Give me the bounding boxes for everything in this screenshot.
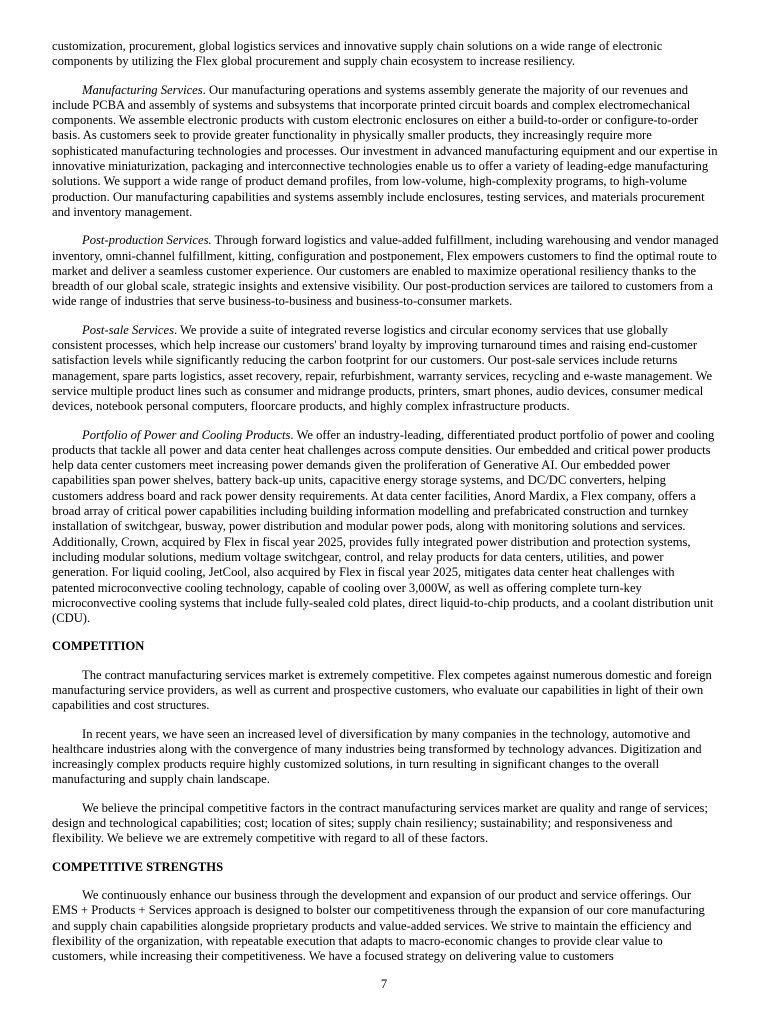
paragraph-competition-1: The contract manufacturing services market is extremely competitive. Flex competes against numerous domestic and foreign manufacturing service providers, as well as current and prospective customers, who evaluate our capabilities in light of their own capabilities and cost structures. — [52, 667, 712, 713]
paragraph-competition-2: In recent years, we have seen an increased level of diversification by many companies in the technology, automotive and healthcare industries along with the convergence of many industries being transformed by technology advances. Digitization and increasingly complex products require highly customized solutions, in turn resulting in significant changes to the overall manufacturing and supply chain landscape. — [52, 726, 702, 787]
paragraph-post-sale-services — [52, 323, 720, 415]
lead-in-power-cooling-products: Portfolio of Power and Cooling Products — [82, 427, 291, 442]
paragraph-text: Through forward logistics and value-added fulfillment, including warehousing and vendor managed inventory, omni-channel fulfillment, kitting, configuration and postponement, Flex empowers customers to find the optimal route to market and deliver a seamless customer experience. Our customers are enabled to maximize operational resiliency thanks to the breadth of our global scale, strategic insights and extensive visibility. Our post-production services are tailored to customers from a wide range of industries that serve business-to-business and business-to-consumer markets. — [52, 233, 719, 309]
lead-in-post-production-services: Post-production Services. — [82, 233, 212, 248]
paragraph-text: . Our manufacturing operations and systems assembly generate the majority of our revenues and include PCBA and assembly of systems and subsystems that incorporate printed circuit boards and complex electromechanical components. We assemble electronic products with custom electronic enclosures on either a build-to-order or configure-to-order basis. As customers seek to provide greater functionality in physically smaller products, they increasingly require more sophisticated manufacturing technologies and processes. Our investment in advanced manufacturing equipment and our expertise in innovative miniaturization, packaging and interconnective technologies enable us to offer a variety of leading-edge manufacturing solutions. We support a wide range of product demand profiles, from low-volume, high-complexity programs, to high-volume production. Our manufacturing capabilities and systems assembly include enclosures, testing services, and materials procurement and inventory management. — [52, 82, 718, 219]
lead-in-manufacturing-services: Manufacturing Services — [82, 82, 203, 97]
heading-competitive-strengths: COMPETITIVE STRENGTHS — [52, 859, 224, 874]
paragraph-post-production-services — [52, 233, 720, 309]
page-number: 7 — [380, 977, 388, 992]
paragraph-text: . We offer an industry-leading, differentiated product portfolio of power and cooling products that tackle all power and data center heat challenges across compute densities. Our embedded and critical power products help data center customers meet increasing power demands given the proliferation of Generative AI. Our embedded power capabilities span power shelves, battery back-up units, capacitive energy storage systems, and DC/DC converters, helping customers address board and rack power density requirements. At data center facilities, Anord Mardix, a Flex company, offers a broad array of critical power capabilities including building information modelling and prefabricated construction and turnkey installation of switchgear, busway, power distribution and modular power pods, along with monitoring solutions and services. Additionally, Crown, acquired by Flex in fiscal year 2025, provides fully integrated power distribution and protection systems, including modular solutions, medium voltage switchgear, control, and relay products for data centers, utilities, and power generation. For liquid cooling, JetCool, also acquired by Flex in fiscal year 2025, mitigates data center heat challenges with patented microconvective cooling technology, capable of cooling over 3,000W, as well as offering complete turn-key microconvective cooling systems that include fully-sealed cold plates, direct liquid-to-chip products, and a coolant distribution unit (CDU). — [52, 427, 715, 626]
paragraph-text: . We provide a suite of integrated reverse logistics and circular economy services that use globally consistent processes, which help increase our customers' brand loyalty by improving turnaround times and raising end-customer satisfaction levels while significantly reducing the carbon footprint for our customers. Our post-sale services include returns management, spare parts logistics, asset recovery, repair, refurbishment, warranty services, recycling and e-waste management. We service multiple product lines such as consumer and midrange products, printers, smart phones, audio devices, consumer medical devices, notebook personal computers, floorcare products, and highly complex infrastructure products. — [52, 322, 713, 414]
document-body — [52, 0, 720, 964]
paragraph-continuation: customization, procurement, global logistics services and innovative supply chain solutions on a wide range of electronic components by utilizing the Flex global procurement and supply chain ecosystem to increase resiliency. — [52, 39, 663, 69]
paragraph-power-cooling-products — [52, 428, 720, 627]
lead-in-post-sale-services: Post-sale Services — [82, 322, 174, 337]
heading-competition: COMPETITION — [52, 639, 145, 654]
paragraph-strengths-1: We continuously enhance our business through the development and expansion of our product and service offerings. Our EMS + Products + Services approach is designed to bolster our competitiveness through the expansion of our core manufacturing and supply chain capabilities alongside proprietary products and value-added services. We strive to maintain the efficiency and flexibility of the organization, with repeatable execution that adapts to macro-economic changes to provide clear value to customers, while increasing their competitiveness. We have a focused strategy on delivering value to customers — [52, 887, 705, 964]
paragraph-manufacturing-services — [52, 83, 720, 221]
paragraph-competition-3: We believe the principal competitive factors in the contract manufacturing services market are quality and range of services; design and technological capabilities; cost; location of sites; supply chain resiliency; sustainability; and responsiveness and flexibility. We believe we are extremely competitive with regard to all of these factors. — [52, 800, 708, 846]
